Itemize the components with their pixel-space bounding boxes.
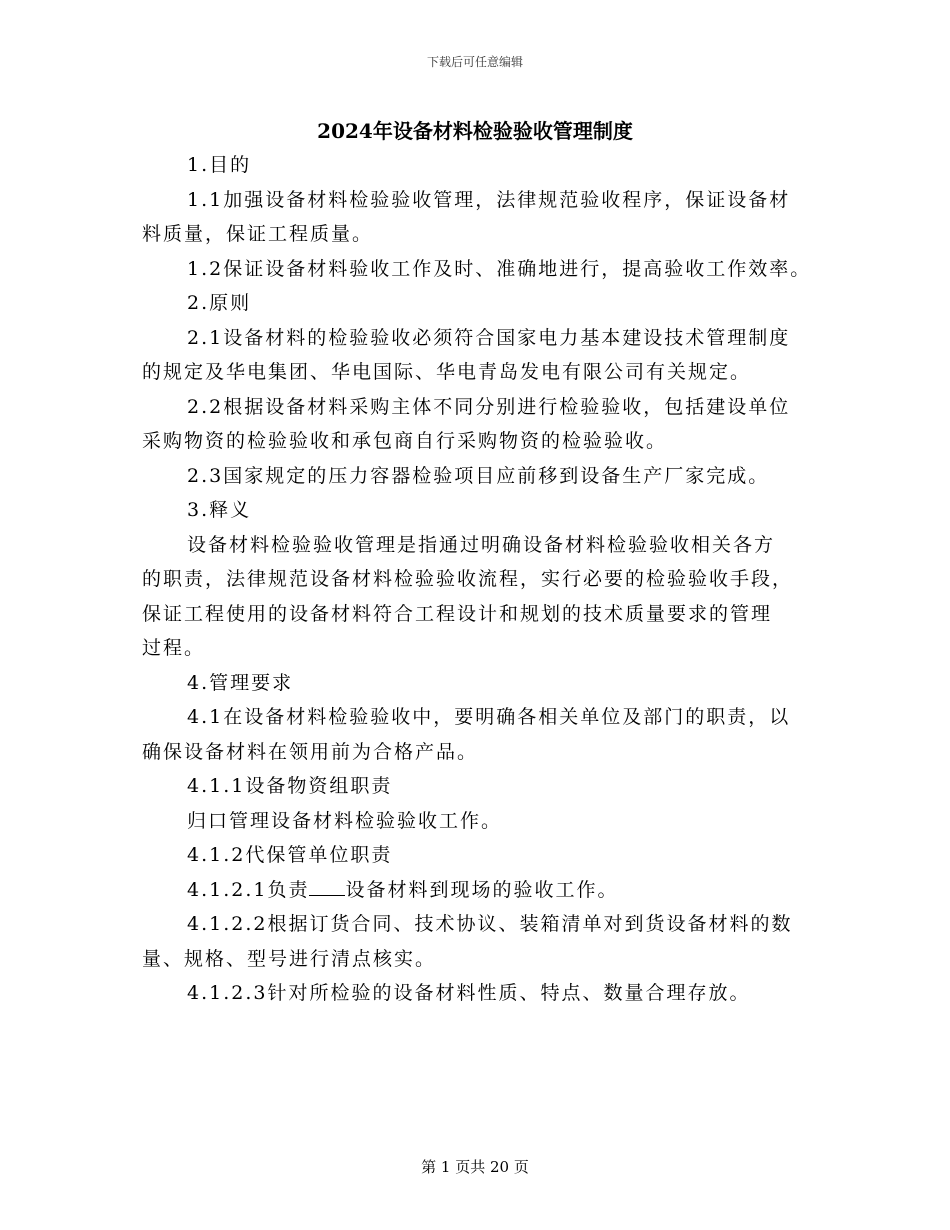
paragraph-line: 4.1.2.2根据订货合同、技术协议、装箱清单对到货设备材料的数 [187,913,793,935]
page-number-footer: 第 1 页共 20 页 [421,1158,529,1176]
paragraph-line: 过程。 [142,637,206,659]
paragraph-line: 保证工程使用的设备材料符合工程设计和规划的技术质量要求的管理 [142,602,773,625]
paragraph-line: 量、规格、型号进行清点核实。 [142,947,437,970]
paragraph-line: 归口管理设备材料检验验收工作。 [187,809,503,832]
paragraph-line: 的规定及华电集团、华电国际、华电青岛发电有限公司有关规定。 [142,361,752,383]
paragraph-3-definition [142,528,827,666]
paragraph-line: 采购物资的检验验收和承包商自行采购物资的检验验收。 [142,430,668,452]
paragraph-4-1-2-2 [142,907,827,976]
paragraph-4-1 [142,700,827,769]
paragraph-2-3 [142,459,827,494]
paragraph-line: 的职责，法律规范设备材料检验验收流程，实行必要的检验验收手段， [142,568,794,590]
paragraph-2-2 [142,390,827,459]
paragraph-text-segment: 4.1.2.1负责 [187,878,310,901]
paragraph-4-1-2-heading [142,838,827,873]
paragraph-line: 4.1.1设备物资组职责 [187,775,393,797]
document-body [142,148,827,1011]
paragraph-line: 4.管理要求 [187,671,294,694]
paragraph-line: 1.2保证设备材料验收工作及时、准确地进行，提高验收工作效率。 [187,257,812,280]
paragraph-line: 2.1设备材料的检验验收必须符合国家电力基本建设技术管理制度 [187,326,791,349]
paragraph-line: 2.2根据设备材料采购主体不同分别进行检验验收，包括建设单位 [187,395,791,418]
paragraph-line: 料质量，保证工程质量。 [142,223,374,245]
paragraph-line: 4.1.2.3针对所检验的设备材料性质、特点、数量合理存放。 [187,982,751,1004]
paragraph-line: 4.1在设备材料检验验收中，要明确各相关单位及部门的职责，以 [187,706,791,728]
paragraph-text-segment: 设备材料到现场的验收工作。 [345,878,619,901]
paragraph-line: 设备材料检验验收管理是指通过明确设备材料检验验收相关各方 [187,533,776,556]
header-note: 下载后可任意编辑 [426,55,523,69]
paragraph-2-1 [142,321,827,390]
fill-in-blank [309,877,345,896]
paragraph-line: 3.释义 [187,499,252,521]
paragraph-4-1-1-heading [142,769,827,804]
paragraph-4-1-2-3 [142,976,827,1011]
paragraph-line: 4.1.2代保管单位职责 [187,844,393,866]
paragraph-line: 2.3国家规定的压力容器检验项目应前移到设备生产厂家完成。 [187,464,770,487]
paragraph-line: 2.原则 [187,292,252,314]
paragraph-4-1-2-1 [142,873,827,908]
paragraph-4-1-1-body [142,804,827,839]
paragraph-line: 1.目的 [187,154,252,176]
paragraph-section-1-heading [142,148,827,183]
paragraph-section-2-heading [142,286,827,321]
paragraph-1-1 [142,183,827,252]
paragraph-1-2 [142,252,827,287]
paragraph-line: 确保设备材料在领用前为合格产品。 [142,740,479,763]
document-title: 2024年设备材料检验验收管理制度 [317,119,633,143]
paragraph-line: 1.1加强设备材料检验验收管理，法律规范验收程序，保证设备材 [187,188,791,211]
paragraph-section-3-heading [142,493,827,528]
paragraph-section-4-heading [142,666,827,701]
